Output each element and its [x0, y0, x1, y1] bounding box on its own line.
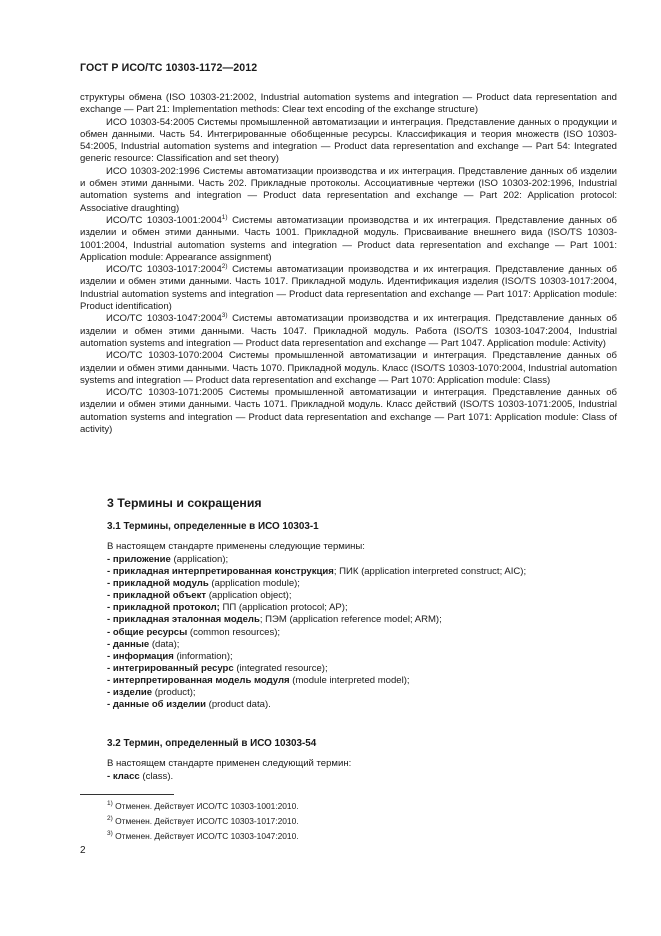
- term-english: (information);: [173, 650, 233, 662]
- term: - прикладной протокол;: [107, 602, 220, 614]
- footnote-marker: 2): [221, 262, 228, 270]
- term-english: ; ПЭМ (application reference model; ARM);: [259, 614, 442, 626]
- document-header: ГОСТ Р ИСО/ТС 10303-1172—2012: [80, 62, 258, 74]
- list-item: [107, 590, 526, 602]
- list-item: [107, 771, 173, 783]
- list-item: [107, 602, 526, 614]
- list-item: [107, 675, 526, 687]
- term-english: (class).: [139, 771, 174, 782]
- term-english: (application module);: [208, 578, 300, 590]
- footnote-text: Отменен. Действует ИСО/ТС 10303-1001:2010.: [112, 801, 299, 811]
- term: - интегрированный ресурс: [107, 662, 234, 674]
- reference-code: ИСО/ТС 10303-1047:2004: [106, 313, 222, 325]
- list-item: [107, 554, 526, 566]
- footnote-text: Отменен. Действует ИСО/ТС 10303-1047:2010.: [112, 831, 299, 841]
- reference-paragraph: структуры обмена (ISO 10303-21:2002, Industrial automation systems and integration — Product data representation and exchange — Part 21: Implementation methods: Clear text encoding of the exchange structure): [80, 92, 617, 116]
- footnote-marker: 3): [107, 830, 113, 838]
- reference-paragraph: ИСО 10303-54:2005 Системы промышленной автоматизации и интеграция. Представление данных о продукции и обмен данными. Часть 54. Интегрированные обобщенные ресурсы. Классификация и теория множеств (ISO 10303-54:2005, Industrial automation systems and integration — Product data representation and exchange — Part 54: Integrated generic resource: Classification and set theory): [80, 116, 617, 165]
- list-item: [107, 687, 526, 699]
- footnote: [107, 814, 299, 829]
- footnotes: [107, 799, 299, 844]
- term-english: ; ПИК (application interpreted construct; AIC);: [333, 566, 527, 578]
- reference-paragraph: [80, 215, 617, 264]
- term-english: (module interpreted model);: [289, 674, 410, 686]
- terms-list: [107, 554, 526, 711]
- term-english: (product data).: [206, 699, 271, 711]
- subsection-intro: В настоящем стандарте применен следующий термин:: [107, 758, 352, 769]
- term: - прикладная интерпретированная конструкция: [107, 566, 334, 578]
- term: - прикладной модуль: [107, 578, 209, 590]
- footnote: [107, 829, 299, 844]
- term: - изделие: [107, 687, 153, 699]
- reference-paragraph: [80, 313, 617, 350]
- term: - приложение: [107, 554, 171, 565]
- term-english: (application object);: [206, 590, 292, 602]
- footnote-marker: 1): [107, 800, 113, 808]
- normative-references: [80, 92, 617, 436]
- list-item: [107, 639, 526, 651]
- term: - общие ресурсы: [107, 626, 188, 638]
- subsection-intro: В настоящем стандарте применены следующие термины:: [107, 541, 365, 552]
- page-number: 2: [80, 845, 86, 856]
- subsection-heading: 3.1 Термины, определенные в ИСО 10303-1: [107, 521, 319, 532]
- term-english: (data);: [149, 638, 180, 650]
- term-english: (integrated resource);: [233, 662, 328, 674]
- term: - данные об изделии: [107, 699, 207, 711]
- term: - прикладная эталонная модель: [107, 614, 260, 626]
- list-item: [107, 651, 526, 663]
- terms-list: [107, 771, 173, 783]
- term-english: ПП (application protocol; AP);: [219, 602, 348, 614]
- reference-paragraph: [80, 264, 617, 313]
- reference-paragraph: ИСО/ТС 10303-1070:2004 Системы промышленной автоматизации и интеграция. Представление данных об изделии и обмен этими данными. Часть 1070. Прикладной модуль. Класс (ISO/TS 10303-1070:2004, Industrial automation systems and integration — Product data representation and exchange — Part 1070: Application module: Class): [80, 350, 617, 386]
- reference-paragraph: ИСО/ТС 10303-1071:2005 Системы промышленной автоматизации и интеграция. Представление данных об изделии и обмен этими данными. Часть 1071. Прикладной модуль. Класс действий (ISO/TS 10303-1071:2005, Industrial automation systems and integration — Product data representation and exchange — Part 1071: Application module: Class of activity): [80, 387, 617, 436]
- footnote-divider: [80, 794, 174, 795]
- term: - информация: [107, 650, 174, 662]
- footnote-text: Отменен. Действует ИСО/ТС 10303-1017:2010.: [112, 816, 299, 826]
- reference-text: Системы автоматизации производства и их интеграция. Представление данных об изделии и обмен этими данными. Часть 1001. Прикладной модуль. Присваивание внешнего вида (ISO/TS 10303-1001:2004, Industrial automation systems and integration — Product data representation and exchange — Part 1001: Application module: Appearance assignment): [80, 214, 617, 263]
- footnote-marker: 2): [107, 815, 113, 823]
- term-english: (common resources);: [187, 626, 281, 638]
- section-heading: 3 Термины и сокращения: [107, 496, 262, 510]
- reference-code: ИСО/ТС 10303-1001:2004: [106, 214, 222, 226]
- list-item: [107, 699, 526, 711]
- footnote-marker: 3): [221, 312, 228, 320]
- reference-code: ИСО/ТС 10303-1017:2004: [106, 264, 222, 276]
- term-english: (product);: [152, 687, 196, 699]
- list-item: [107, 627, 526, 639]
- term: - класс: [107, 771, 140, 782]
- term: - данные: [107, 638, 150, 650]
- reference-paragraph: ИСО 10303-202:1996 Системы автоматизации производства и их интеграция. Представление данных об изделии и обмен этими данными. Часть 202. Прикладные протоколы. Ассоциативные чертежи (ISO 10303-202:1996, Industrial automation systems and integration — Product data representation and exchange — Part 202: Application protocol: Associative draughting): [80, 165, 617, 214]
- list-item: [107, 614, 526, 626]
- term: - прикладной объект: [107, 590, 207, 602]
- list-item: [107, 578, 526, 590]
- list-item: [107, 663, 526, 675]
- footnote-marker: 1): [221, 213, 228, 221]
- list-item: [107, 566, 526, 578]
- footnote: [107, 799, 299, 814]
- reference-text: Системы автоматизации производства и их интеграция. Представление данных об изделии и обмен этими данными. Часть 1047. Прикладной модуль. Работа (ISO/TS 10303-1047:2004, Industrial automation systems and integration — Product data representation and exchange — Part 1047. Application module: Activity): [80, 313, 617, 349]
- term: - интерпретированная модель модуля: [107, 674, 290, 686]
- reference-text: Системы автоматизации производства и их интеграция. Представление данных об изделии и обмен этими данными. Часть 1017. Прикладной модуль. Идентификация изделия (ISO/TS 10303-1017:2004, Industrial automation systems and integration — Product data representation and exchange — Part 1017: Application module: Product identification): [80, 264, 617, 313]
- subsection-heading: 3.2 Термин, определенный в ИСО 10303-54: [107, 738, 317, 749]
- term-english: (application);: [170, 554, 229, 565]
